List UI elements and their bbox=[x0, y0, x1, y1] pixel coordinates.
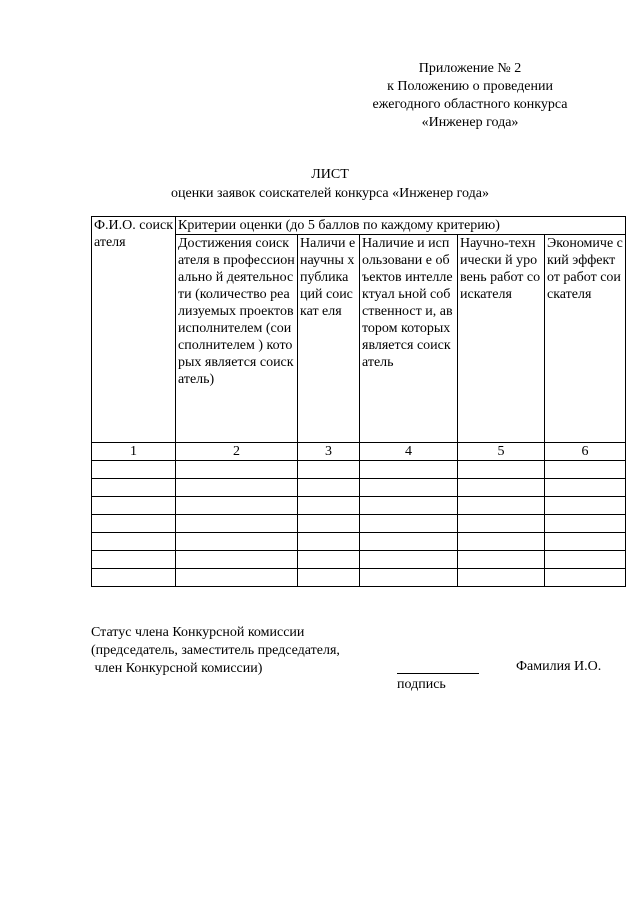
criterion-ip-objects: Наличие и использовани е объектов интеллектуал ьной собственност и, автором которых является соискатель bbox=[360, 235, 458, 443]
table-cell bbox=[92, 551, 176, 569]
table-cell bbox=[458, 533, 545, 551]
table-cell bbox=[360, 551, 458, 569]
annex-line: «Инженер года» bbox=[421, 115, 519, 130]
table-cell bbox=[176, 515, 298, 533]
title-subtitle: оценки заявок соискателей конкурса «Инженер года» bbox=[170, 186, 489, 201]
column-number: 4 bbox=[360, 443, 458, 461]
name-column-header: Ф.И.О. соискателя bbox=[92, 217, 176, 443]
document-title bbox=[60, 165, 600, 203]
table-cell bbox=[545, 461, 626, 479]
table-cell bbox=[92, 497, 176, 515]
table-header-row bbox=[92, 217, 626, 235]
table-cell bbox=[360, 479, 458, 497]
column-number-row bbox=[92, 443, 626, 461]
table-cell bbox=[298, 551, 360, 569]
table-cell bbox=[360, 533, 458, 551]
signature-caption: подпись bbox=[397, 677, 446, 692]
table-cell bbox=[545, 479, 626, 497]
table-cell bbox=[92, 569, 176, 587]
status-line: член Конкурсной комиссии) bbox=[91, 661, 263, 676]
column-number: 2 bbox=[176, 443, 298, 461]
table-cell bbox=[458, 515, 545, 533]
criterion-economic-effect: Экономиче ский эффект от работ соискателя bbox=[545, 235, 626, 443]
table-cell bbox=[360, 515, 458, 533]
table-row bbox=[92, 551, 626, 569]
column-number: 6 bbox=[545, 443, 626, 461]
table-cell bbox=[92, 461, 176, 479]
table-cell bbox=[298, 479, 360, 497]
table-cell bbox=[92, 479, 176, 497]
status-line: (председатель, заместитель председателя, bbox=[91, 643, 340, 658]
table-cell bbox=[360, 497, 458, 515]
table-cell bbox=[176, 461, 298, 479]
status-line: Статус члена Конкурсной комиссии bbox=[91, 625, 305, 640]
criterion-technical-level: Научно-технически й уровень работ соискателя bbox=[458, 235, 545, 443]
table-cell bbox=[545, 497, 626, 515]
table-cell bbox=[298, 533, 360, 551]
criterion-publications: Наличи е научны х публика ций соискат еля bbox=[298, 235, 360, 443]
table-cell bbox=[92, 533, 176, 551]
table-cell bbox=[458, 551, 545, 569]
table-cell bbox=[176, 479, 298, 497]
signatory-status bbox=[91, 624, 340, 678]
table-cell bbox=[176, 551, 298, 569]
annex-line: Приложение № 2 bbox=[418, 61, 522, 76]
table-cell bbox=[298, 515, 360, 533]
table-cell bbox=[458, 479, 545, 497]
annex-heading bbox=[340, 60, 600, 132]
table-cell bbox=[176, 497, 298, 515]
table-row bbox=[92, 479, 626, 497]
title-main: ЛИСТ bbox=[311, 167, 349, 182]
signature-line bbox=[397, 657, 479, 674]
annex-line: к Положению о проведении bbox=[387, 79, 553, 94]
table-cell bbox=[360, 461, 458, 479]
table-cell bbox=[298, 461, 360, 479]
table-row bbox=[92, 497, 626, 515]
table-cell bbox=[360, 569, 458, 587]
criterion-achievements: Достижения соискателя в профессионально й деятельности (количество реализуемых проектов исполнителем (соисполнителем ) которых является соискатель) bbox=[176, 235, 298, 443]
table-row bbox=[92, 569, 626, 587]
table-cell bbox=[458, 497, 545, 515]
table-cell bbox=[298, 569, 360, 587]
table-row bbox=[92, 461, 626, 479]
table-cell bbox=[176, 533, 298, 551]
table-cell bbox=[545, 551, 626, 569]
column-number: 3 bbox=[298, 443, 360, 461]
table-cell bbox=[545, 569, 626, 587]
evaluation-table bbox=[91, 216, 626, 587]
annex-line: ежегодного областного конкурса bbox=[372, 97, 568, 112]
column-number: 1 bbox=[92, 443, 176, 461]
table-row bbox=[92, 533, 626, 551]
table-cell bbox=[176, 569, 298, 587]
table-cell bbox=[545, 533, 626, 551]
table-row bbox=[92, 515, 626, 533]
name-placeholder: Фамилия И.О. bbox=[516, 659, 602, 674]
column-number: 5 bbox=[458, 443, 545, 461]
criteria-group-header: Критерии оценки (до 5 баллов по каждому критерию) bbox=[176, 217, 626, 235]
table-cell bbox=[458, 569, 545, 587]
table-cell bbox=[545, 515, 626, 533]
table-cell bbox=[92, 515, 176, 533]
table-cell bbox=[298, 497, 360, 515]
table-cell bbox=[458, 461, 545, 479]
